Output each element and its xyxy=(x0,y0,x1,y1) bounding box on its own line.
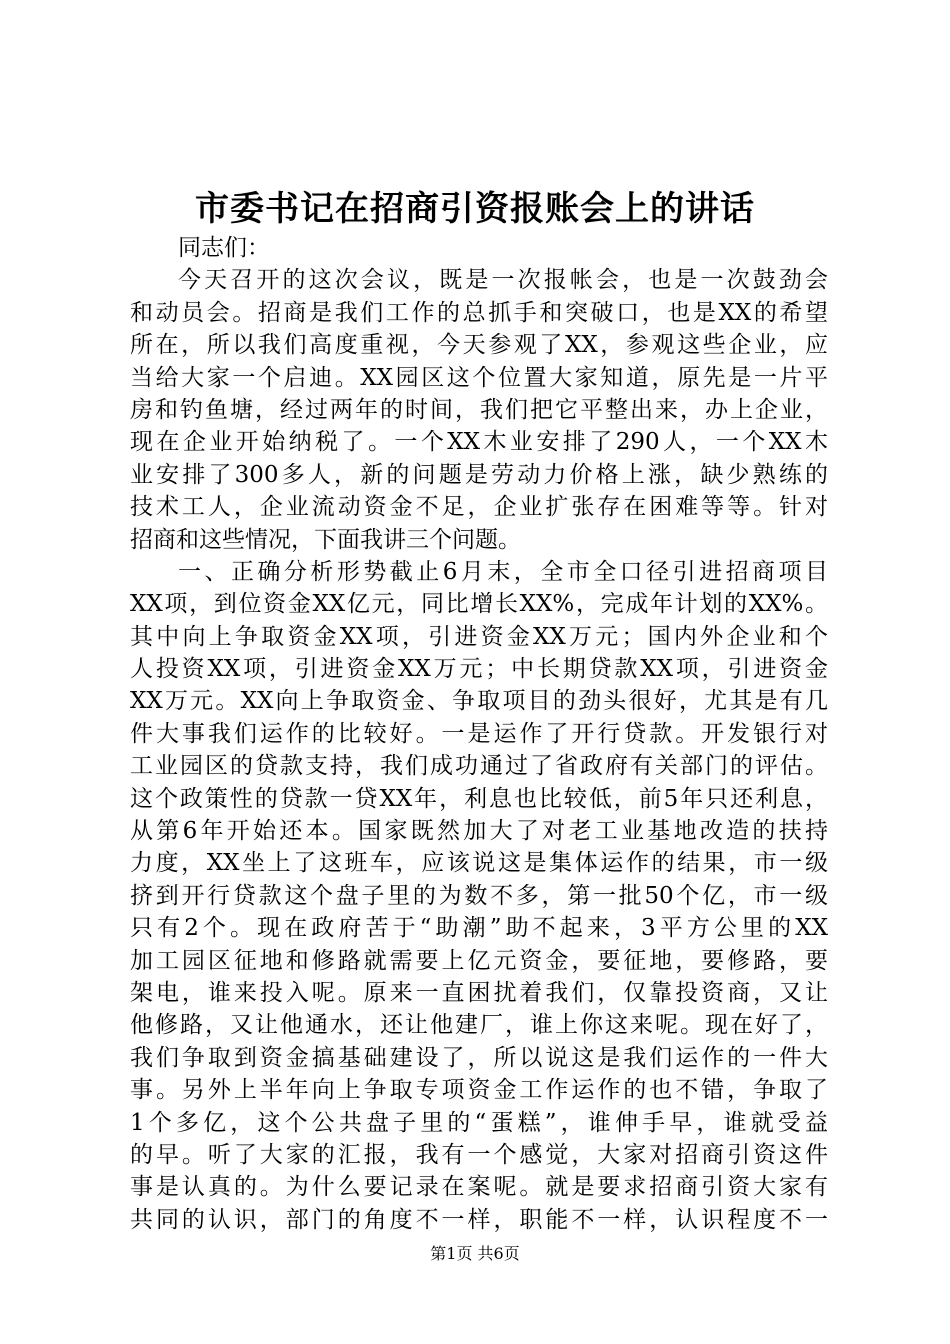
text-line: 架电，谁来投入呢。原来一直困扰着我们，仅靠投资商，又让 xyxy=(130,979,828,1006)
text-line: 招商和这些情况，下面我讲三个问题。 xyxy=(130,526,521,553)
text-line: 所在，所以我们高度重视，今天参观了XX，参观这些企业，应 xyxy=(130,332,828,359)
text-line: 人投资XX项，引进资金XX万元；中长期贷款XX项，引进资金 xyxy=(130,656,828,683)
text-line: 力度，XX坐上了这班车，应该说这是集体运作的结果，市一级 xyxy=(130,850,828,877)
text-line: 他修路，又让他通水，还让他建厂，谁上你这来呢。现在好了， xyxy=(130,1012,828,1039)
text-line: 共同的认识，部门的角度不一样，职能不一样，认识程度不一 xyxy=(130,1206,828,1233)
page-number-footer: 第1页 共6页 xyxy=(430,1244,520,1263)
salutation-line: 同志们： xyxy=(178,235,270,261)
text-line: 这个政策性的贷款一贷XX年，利息也比较低，前5年只还利息， xyxy=(130,785,828,812)
text-line: 从第6年开始还本。国家既然加大了对老工业基地改造的扶持 xyxy=(130,818,828,845)
text-line: 工业园区的贷款支持，我们成功通过了省政府有关部门的评估。 xyxy=(130,753,828,780)
text-line: XX项，到位资金XX亿元，同比增长XX%，完成年计划的XX%。 xyxy=(130,591,828,618)
text-line: 业安排了300多人，新的问题是劳动力价格上涨，缺少熟练的 xyxy=(130,461,828,488)
text-line: 只有2个。现在政府苦于“助潮”助不起来，3平方公里的XX xyxy=(130,915,828,942)
text-line: 的早。听了大家的汇报，我有一个感觉，大家对招商引资这件 xyxy=(130,1141,828,1168)
text-line: 和动员会。招商是我们工作的总抓手和突破口，也是XX的希望 xyxy=(130,299,828,326)
text-line: 加工园区征地和修路就需要上亿元资金，要征地，要修路，要 xyxy=(130,947,828,974)
document-body xyxy=(130,232,828,1236)
text-line: 挤到开行贷款这个盘子里的为数不多，第一批50个亿，市一级 xyxy=(130,882,828,909)
text-line: 当给大家一个启迪。XX园区这个位置大家知道，原先是一片平 xyxy=(130,364,828,391)
text-line: 技术工人，企业流动资金不足，企业扩张存在困难等等。针对 xyxy=(130,494,828,521)
text-line: 1个多亿，这个公共盘子里的“蛋糕”，谁伸手早，谁就受益 xyxy=(130,1109,828,1136)
text-line: 我们争取到资金搞基础建设了，所以说这是我们运作的一件大 xyxy=(130,1044,828,1071)
text-line: 其中向上争取资金XX项，引进资金XX万元；国内外企业和个 xyxy=(130,623,828,650)
text-line: XX万元。XX向上争取资金、争取项目的劲头很好，尤其是有几 xyxy=(130,688,828,715)
text-line: 现在企业开始纳税了。一个XX木业安排了290人，一个XX木 xyxy=(130,429,828,456)
document-title: 市委书记在招商引资报账会上的讲话 xyxy=(195,189,755,229)
text-line: 一、正确分析形势截止6月末，全市全口径引进招商项目 xyxy=(178,558,828,585)
text-line: 房和钓鱼塘，经过两年的时间，我们把它平整出来，办上企业， xyxy=(130,396,828,423)
text-line: 事是认真的。为什么要记录在案呢。就是要求招商引资大家有 xyxy=(130,1174,828,1201)
text-line: 今天召开的这次会议，既是一次报帐会，也是一次鼓劲会 xyxy=(178,267,828,294)
text-line: 事。另外上半年向上争取专项资金工作运作的也不错，争取了 xyxy=(130,1077,828,1104)
text-line: 件大事我们运作的比较好。一是运作了开行贷款。开发银行对 xyxy=(130,720,828,747)
